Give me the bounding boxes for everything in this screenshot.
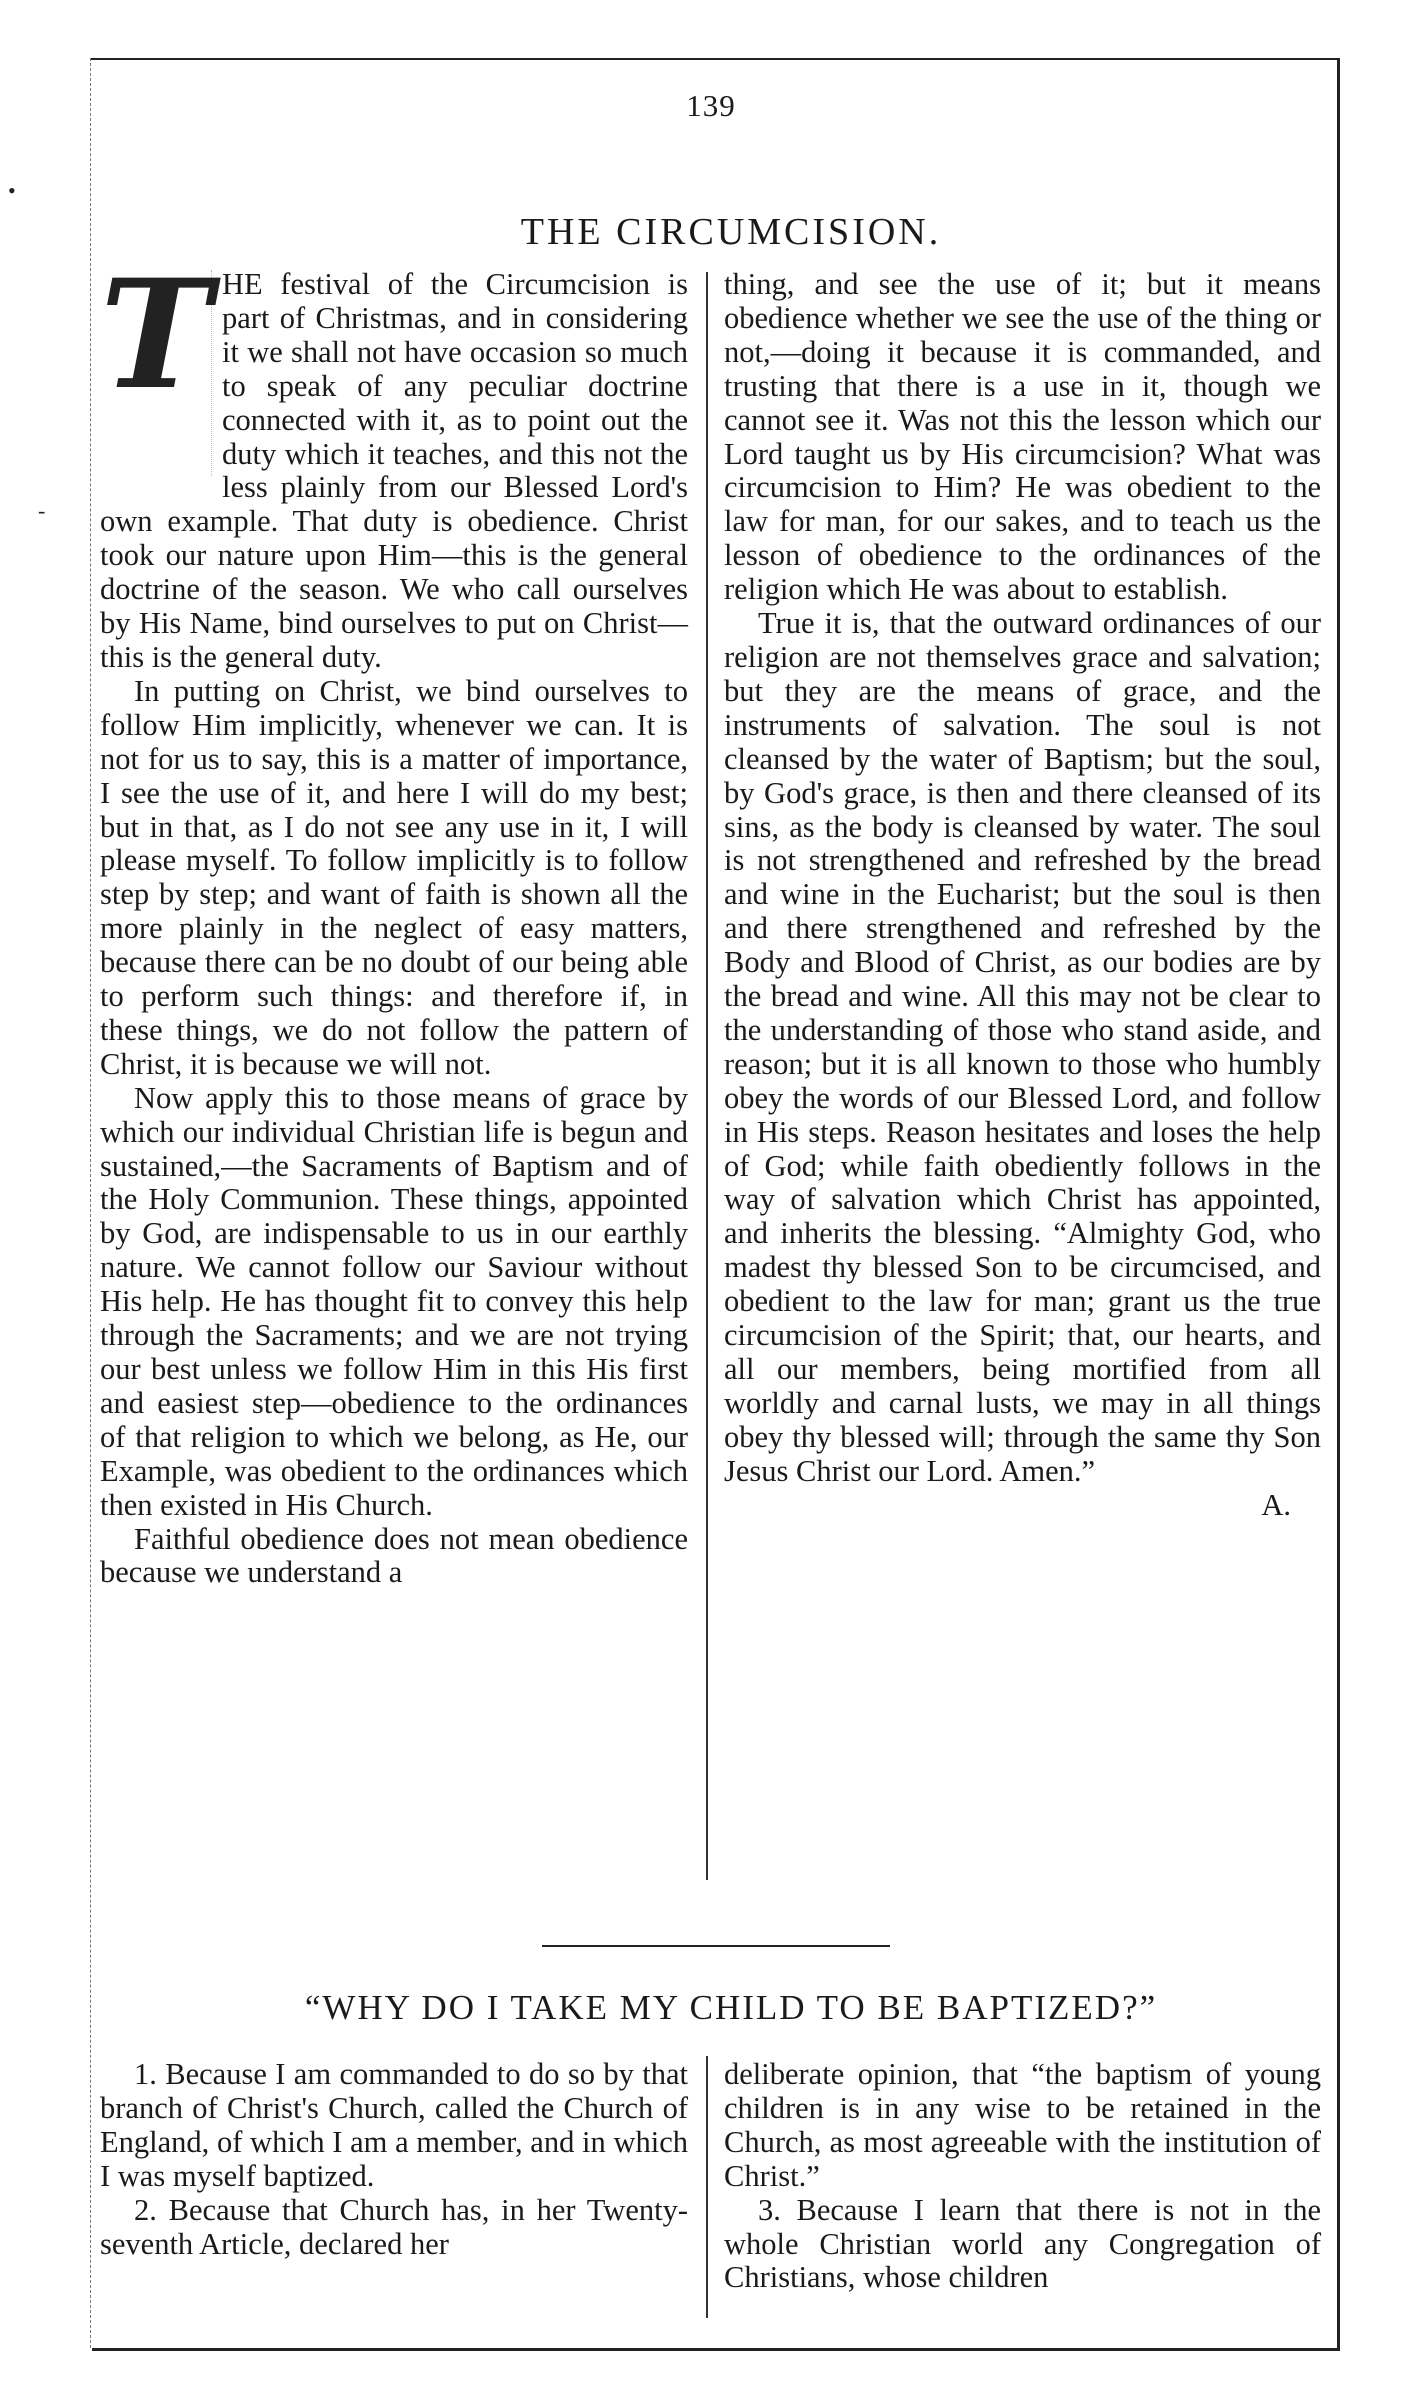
signature: A. [1261, 1487, 1291, 1522]
column-divider [706, 272, 708, 1880]
page-number: 139 [686, 88, 736, 123]
article2-column-right [724, 2058, 1321, 2295]
paragraph: 1. Because I am commanded to do so by that branch of Christ's Church, called the Church of England, of which I am a member, and in which I was myself baptized. [100, 2057, 688, 2193]
paragraph: 3. Because I learn that there is not in the whole Christian world any Congregation of Christians, whose children [724, 2192, 1321, 2295]
section-separator [542, 1945, 890, 1947]
article1-column-left [100, 247, 688, 1590]
paragraph: Now apply this to those means of grace by which our individual Christian life is begun and sustained,—the Sacraments of Baptism and of the Holy Communion. These things, appointed by God, are indispensable to us in our earthly nature. We cannot follow our Saviour without His help. He has thought fit to convey this help through the Sacraments; and we are not trying our best unless we follow Him in this His first and easiest step—obedience to the ordinances of that religion to which we belong, as He, our Example, was obedient to the ordinances which then existed in His Church. [100, 1080, 688, 1522]
margin-dash: - [38, 498, 46, 523]
article-title-circumcision: THE CIRCUMCISION. [520, 211, 942, 253]
paragraph: 2. Because that Church has, in her Twenty-seventh Article, declared her [100, 2192, 688, 2261]
paragraph: deliberate opinion, that “the baptism of young children is in any wise to be retained in the Church, as most agreeable with the institution of Christ.” [724, 2057, 1321, 2193]
bottom-rule [92, 2348, 1340, 2351]
article2-column-left [100, 2058, 688, 2261]
article1-column-right [724, 268, 1321, 1523]
column-divider [706, 2056, 708, 2318]
dropcap: T [100, 270, 212, 476]
paragraph: True it is, that the outward ordinances of our religion are not themselves grace and salvation; but they are the means of grace, and the instruments of salvation. The soul is not cleansed by the water of Baptism; but the soul, by God's grace, is then and there cleansed of its sins, as the body is cleansed by water. The soul is not strengthened and refreshed by the bread and wine in the Eucharist; but the soul is then and there strengthened and refreshed by the Body and Blood of Christ, as our bodies are by the bread and wine. All this may not be clear to the understanding of those who stand aside, and reason; but it is all known to those who humbly obey the words of our Blessed Lord, and follow in His steps. Reason hesitates and loses the help of God; while faith obediently follows in the way of salvation which Christ has appointed, and inherits the blessing. “Almighty God, who madest thy blessed Son to be circumcised, and obedient to the law for man; grant us the true circumcision of the Spirit; that, our hearts, and all our members, being mortified from all worldly and carnal lusts, we may in all things obey thy blessed will; through the same thy Son Jesus Christ our Lord. Amen.” [724, 606, 1321, 1488]
article-title-baptism: “WHY DO I TAKE MY CHILD TO BE BAPTIZED?” [304, 1988, 1158, 2027]
margin-dot: • [8, 178, 16, 203]
paragraph: T HE festival of the Circumcision is part of Christmas, and in considering it we shall not have occasion so much to speak of any peculiar doctrine connected with it, as to point out the duty which it teaches, and this not the less plainly from our Blessed Lord's own example. That duty is obedience. Christ took our nature upon Him—this is the general doctrine of the season. We who call ourselves by His Name, bind ourselves to put on Christ—this is the general duty. [100, 247, 688, 674]
paragraph: In putting on Christ, we bind ourselves to follow Him implicitly, whenever we can. It is not for us to say, this is a matter of importance, I see the use of it, and here I will do my best; but in that, as I do not see any use in it, I will please myself. To follow implicitly is to follow step by step; and want of faith is shown all the more plainly in the neglect of easy matters, because there can be no doubt of our being able to perform such things: and therefore if, in these things, we do not follow the pattern of Christ, it is because we will not. [100, 673, 688, 1081]
paragraph: Faithful obedience does not mean obedience because we understand a [100, 1521, 688, 1590]
paragraph: thing, and see the use of it; but it means obedience whether we see the use of the thing or not,—doing it because it is commanded, and trusting that there is a use in it, though we cannot see it. Was not this the lesson which our Lord taught us by His circumcision? What was circumcision to Him? He was obedient to the law for man, for our sakes, and to teach us the lesson of obedience to the ordinances of the religion which He was about to establish. [724, 267, 1321, 607]
